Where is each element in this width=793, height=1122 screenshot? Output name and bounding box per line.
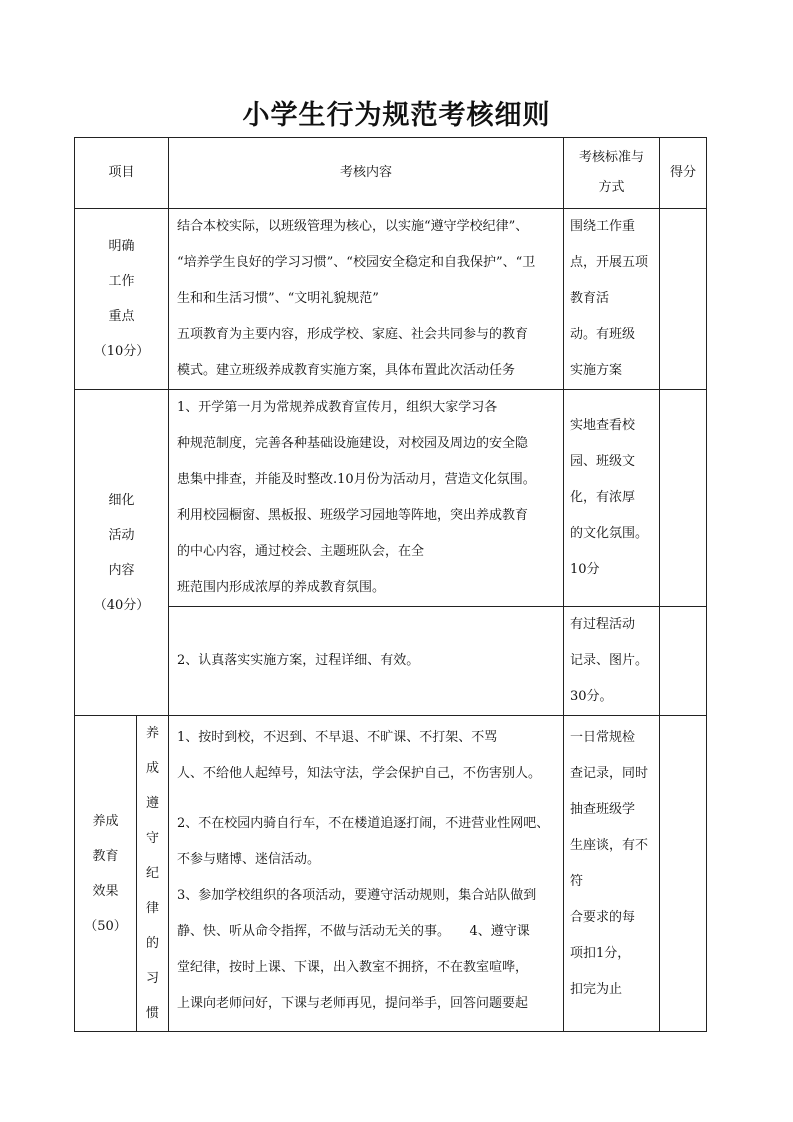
content-line: 五项教育为主要内容，形成学校、家庭、社会共同参与的教育: [177, 327, 529, 342]
item-label: 重点: [108, 309, 135, 324]
header-score: 得分: [660, 138, 707, 209]
item-label: 内容: [108, 562, 135, 578]
header-item: 项目: [75, 138, 169, 209]
standard-line: 实施方案: [570, 363, 623, 378]
standard-line: 动。有班级: [570, 327, 636, 342]
score-cell[interactable]: [660, 716, 707, 1032]
content-line: 3、参加学校组织的各项活动，要遵守活动规则，集合站队做到: [177, 888, 537, 903]
content-line: 不参与赌博、迷信活动。: [177, 852, 321, 867]
sub-item-char: 纪: [146, 866, 160, 881]
item-cell: [75, 716, 137, 1032]
content-line: 模式。建立班级养成教育实施方案，具体布置此次活动任务: [177, 363, 516, 378]
sub-item-char: 律: [146, 901, 160, 916]
header-standard-line: 考核标准与: [579, 150, 645, 165]
item-label: 细化: [108, 492, 135, 508]
standard-line: 记录、图片。: [570, 653, 649, 668]
standard-line: 点，开展五项: [570, 255, 649, 270]
table-row: [75, 716, 707, 1032]
standard-line: 扣完为止: [570, 982, 623, 997]
sub-item-char: 成: [146, 761, 160, 776]
content-line: 上课向老师问好，下课与老师再见，提问举手，回答问题要起: [177, 996, 529, 1011]
content-line: 2、不在校园内骑自行车，不在楼道追逐打闹，不进营业性网吧、: [177, 816, 550, 831]
score-cell[interactable]: [660, 607, 707, 716]
item-points: （50）: [84, 918, 127, 934]
content-line: 1、开学第一月为常规养成教育宣传月，组织大家学习各: [177, 400, 498, 415]
sub-item-char: 养: [146, 726, 160, 741]
item-label: 明确: [108, 239, 135, 254]
item-label: 活动: [108, 527, 135, 543]
item-label: 效果: [92, 883, 119, 899]
standard-line: 抽查班级学: [570, 802, 636, 817]
content-line: 结合本校实际，以班级管理为核心，以实施“遵守学校纪律”、: [177, 219, 529, 234]
item-label: 养成: [92, 813, 119, 829]
content-line: 患集中排查，并能及时整改.10月份为活动月，营造文化氛围。: [177, 472, 536, 487]
content-cell: [169, 209, 564, 390]
item-cell: [75, 209, 169, 390]
header-standard: [564, 138, 660, 209]
sub-item-cell: [137, 716, 169, 1032]
table-row: [75, 209, 707, 390]
content-line: 生和和生活习惯”、“文明礼貌规范”: [177, 291, 379, 306]
item-label: 工作: [108, 274, 135, 289]
content-line: “培养学生良好的学习习惯”、“校园安全稳定和自我保护”、“卫: [177, 255, 536, 270]
standard-line: 围绕工作重: [570, 219, 636, 234]
page-title: 小学生行为规范考核细则: [242, 100, 551, 131]
standard-line: 一日常规检: [570, 730, 636, 745]
table-row: [75, 390, 707, 607]
standard-cell: [564, 390, 660, 607]
standard-line: 教育活: [570, 291, 610, 306]
table-row: [75, 607, 707, 716]
paragraph-gap: [177, 792, 555, 806]
score-cell[interactable]: [660, 209, 707, 390]
content-line: 利用校园橱窗、黑板报、班级学习园地等阵地，突出养成教育: [177, 508, 529, 523]
sub-item-char: 遵: [146, 796, 160, 811]
header-content: 考核内容: [169, 138, 564, 209]
standard-line: 10分: [570, 562, 600, 577]
item-cell: [75, 390, 169, 716]
item-label: 教育: [92, 848, 119, 864]
content-line: 班范围内形成浓厚的养成教育氛围。: [177, 580, 386, 595]
content-line: 种规范制度，完善各种基础设施建设，对校园及周边的安全隐: [177, 436, 529, 451]
content-line: 静、快、听从命令指挥，不做与活动无关的事。 4、遵守课: [177, 924, 530, 939]
content-cell: [169, 716, 564, 1032]
item-points: （40分）: [93, 597, 150, 613]
standard-line: 生座谈，有不: [570, 838, 649, 853]
standard-line: 化，有浓厚: [570, 490, 636, 505]
standard-line: 项扣1分，: [570, 946, 631, 961]
score-cell[interactable]: [660, 390, 707, 607]
sub-item-char: 惯: [146, 1006, 160, 1021]
content-line: 人、不给他人起绰号，知法守法，学会保护自己，不伤害别人。: [177, 766, 542, 781]
standard-line: 园、班级文: [570, 454, 636, 469]
standard-line: 的文化氛围。: [570, 526, 649, 541]
standard-line: 实地查看校: [570, 418, 636, 433]
content-line: 1、按时到校，不迟到、不早退、不旷课、不打架、不骂: [177, 730, 498, 745]
standard-cell: [564, 716, 660, 1032]
content-cell: [169, 390, 564, 607]
content-line: 堂纪律，按时上课、下课，出入教室不拥挤，不在教室喧哗，: [177, 960, 529, 975]
standard-line: 查记录，同时: [570, 766, 649, 781]
assessment-table: [74, 137, 707, 1032]
standard-line: 合要求的每: [570, 910, 636, 925]
item-points: （10分）: [93, 344, 150, 359]
header-standard-line: 方式: [598, 180, 625, 195]
standard-line: 符: [570, 874, 584, 889]
sub-item-char: 的: [146, 936, 160, 951]
standard-cell: [564, 209, 660, 390]
standard-line: 有过程活动: [570, 617, 636, 632]
sub-item-char: 习: [146, 971, 160, 986]
standard-cell: [564, 607, 660, 716]
standard-line: 30分。: [570, 689, 613, 704]
sub-item-char: 守: [146, 831, 160, 846]
content-line: 的中心内容，通过校会、主题班队会，在全: [177, 544, 425, 559]
content-line: 2、认真落实实施方案，过程详细、有效。: [177, 653, 420, 668]
content-cell: [169, 607, 564, 716]
header-row: [75, 138, 707, 209]
